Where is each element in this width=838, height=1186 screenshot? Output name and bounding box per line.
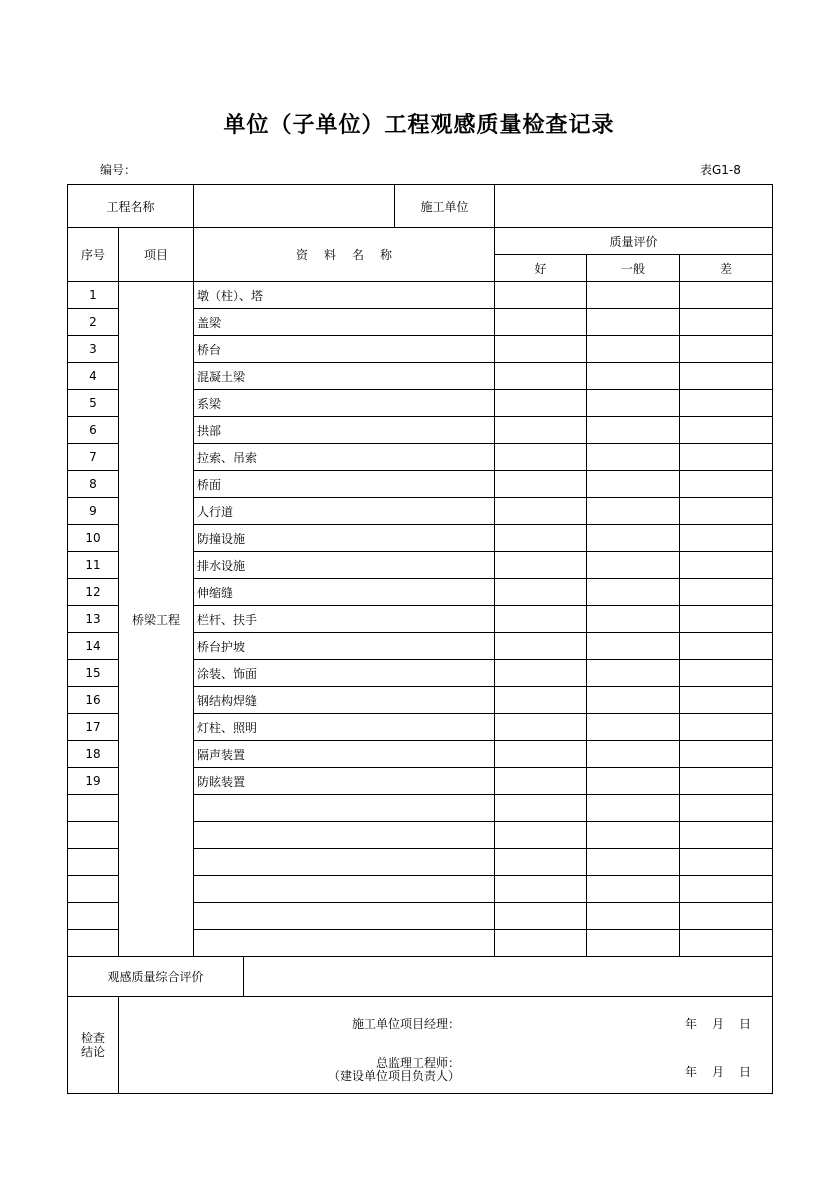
eval-poor-cell[interactable] xyxy=(680,363,773,390)
eval-normal-cell[interactable] xyxy=(587,579,680,606)
eval-normal-cell[interactable] xyxy=(587,687,680,714)
eval-poor-cell[interactable] xyxy=(680,552,773,579)
eval-good-cell[interactable] xyxy=(495,849,587,876)
row-number: 19 xyxy=(68,768,119,795)
table-row xyxy=(68,282,773,309)
pm-month: 月 xyxy=(712,1017,725,1031)
eval-poor-cell[interactable] xyxy=(680,525,773,552)
row-number: 6 xyxy=(68,417,119,444)
eval-poor-cell[interactable] xyxy=(680,606,773,633)
row-number: 9 xyxy=(68,498,119,525)
poor-header: 差 xyxy=(680,255,773,282)
material-name-cell: 人行道 xyxy=(194,498,495,525)
eval-good-cell[interactable] xyxy=(495,579,587,606)
eval-normal-cell[interactable] xyxy=(587,606,680,633)
row-number xyxy=(68,930,119,957)
material-name-cell: 防撞设施 xyxy=(194,525,495,552)
eval-poor-cell[interactable] xyxy=(680,336,773,363)
eval-normal-cell[interactable] xyxy=(587,903,680,930)
eval-good-cell[interactable] xyxy=(495,606,587,633)
material-name-cell: 桥面 xyxy=(194,471,495,498)
row-number: 16 xyxy=(68,687,119,714)
eval-poor-cell[interactable] xyxy=(680,741,773,768)
quality-eval-header: 质量评价 xyxy=(495,228,773,255)
eval-normal-cell[interactable] xyxy=(587,336,680,363)
row-number: 1 xyxy=(68,282,119,309)
eval-normal-cell[interactable] xyxy=(587,525,680,552)
eval-good-cell[interactable] xyxy=(495,768,587,795)
eval-poor-cell[interactable] xyxy=(680,471,773,498)
eval-normal-cell[interactable] xyxy=(587,417,680,444)
eval-normal-cell[interactable] xyxy=(587,363,680,390)
material-name-cell: 灯柱、照明 xyxy=(194,714,495,741)
pm-year: 年 xyxy=(685,1017,698,1031)
eval-poor-cell[interactable] xyxy=(680,309,773,336)
supervisor-date[interactable] xyxy=(685,1063,766,1080)
row-number: 8 xyxy=(68,471,119,498)
material-name-cell: 拉索、吊索 xyxy=(194,444,495,471)
row-number xyxy=(68,876,119,903)
eval-normal-cell[interactable] xyxy=(587,282,680,309)
eval-good-cell[interactable] xyxy=(495,714,587,741)
row-number: 17 xyxy=(68,714,119,741)
material-name-cell: 涂装、饰面 xyxy=(194,660,495,687)
eval-good-cell[interactable] xyxy=(495,498,587,525)
eval-good-cell[interactable] xyxy=(495,822,587,849)
code-label: 编号： xyxy=(100,163,137,177)
eval-good-cell[interactable] xyxy=(495,552,587,579)
eval-normal-cell[interactable] xyxy=(587,309,680,336)
supervisor-year: 年 xyxy=(685,1065,698,1079)
material-name-cell xyxy=(194,849,495,876)
eval-good-cell[interactable] xyxy=(495,444,587,471)
eval-good-cell[interactable] xyxy=(495,795,587,822)
project-manager-label: 施工单位项目经理： xyxy=(351,1017,460,1031)
supervisor-month: 月 xyxy=(712,1065,725,1079)
eval-good-cell[interactable] xyxy=(495,633,587,660)
eval-normal-cell[interactable] xyxy=(587,768,680,795)
eval-good-cell[interactable] xyxy=(495,282,587,309)
eval-normal-cell[interactable] xyxy=(587,822,680,849)
row-number: 5 xyxy=(68,390,119,417)
eval-poor-cell[interactable] xyxy=(680,390,773,417)
project-name-label: 工程名称 xyxy=(68,185,194,228)
seq-header: 序号 xyxy=(68,228,119,282)
row-number: 2 xyxy=(68,309,119,336)
eval-poor-cell[interactable] xyxy=(680,687,773,714)
eval-poor-cell[interactable] xyxy=(680,633,773,660)
eval-poor-cell[interactable] xyxy=(680,876,773,903)
row-number: 3 xyxy=(68,336,119,363)
eval-poor-cell[interactable] xyxy=(680,660,773,687)
eval-poor-cell[interactable] xyxy=(680,795,773,822)
eval-normal-cell[interactable] xyxy=(587,498,680,525)
row-number xyxy=(68,822,119,849)
row-number: 15 xyxy=(68,660,119,687)
material-name-cell xyxy=(194,876,495,903)
eval-normal-cell[interactable] xyxy=(587,552,680,579)
check-conclusion-line1: 检查 xyxy=(80,1031,105,1045)
material-name-header: 资料名称 xyxy=(194,228,495,282)
material-name-cell: 桥台 xyxy=(194,336,495,363)
eval-poor-cell[interactable] xyxy=(680,903,773,930)
overall-eval-label: 观感质量综合评价 xyxy=(68,957,244,997)
eval-normal-cell[interactable] xyxy=(587,930,680,957)
eval-good-cell[interactable] xyxy=(495,741,587,768)
material-name-cell: 栏杆、扶手 xyxy=(194,606,495,633)
eval-poor-cell[interactable] xyxy=(680,417,773,444)
eval-poor-cell[interactable] xyxy=(680,714,773,741)
eval-good-cell[interactable] xyxy=(495,417,587,444)
eval-normal-cell[interactable] xyxy=(587,390,680,417)
eval-poor-cell[interactable] xyxy=(680,849,773,876)
eval-good-cell[interactable] xyxy=(495,903,587,930)
material-name-cell xyxy=(194,930,495,957)
row-number: 14 xyxy=(68,633,119,660)
eval-poor-cell[interactable] xyxy=(680,282,773,309)
row-number xyxy=(68,903,119,930)
eval-normal-cell[interactable] xyxy=(587,714,680,741)
material-name-cell: 防眩装置 xyxy=(194,768,495,795)
owner-representative-label: （建设单位项目负责人） xyxy=(327,1069,460,1083)
project-name-field[interactable] xyxy=(194,185,395,228)
eval-poor-cell[interactable] xyxy=(680,498,773,525)
row-number: 4 xyxy=(68,363,119,390)
eval-normal-cell[interactable] xyxy=(587,849,680,876)
eval-good-cell[interactable] xyxy=(495,336,587,363)
group-item-cell: 桥梁工程 xyxy=(119,282,194,957)
material-name-cell: 钢结构焊缝 xyxy=(194,687,495,714)
pm-date[interactable] xyxy=(685,1015,766,1032)
row-number: 12 xyxy=(68,579,119,606)
form-number: 表G1-8 xyxy=(700,163,741,177)
item-header: 项目 xyxy=(119,228,194,282)
row-number: 18 xyxy=(68,741,119,768)
material-name-cell xyxy=(194,795,495,822)
material-name-cell: 桥台护坡 xyxy=(194,633,495,660)
chief-supervisor-block xyxy=(328,1057,460,1083)
signature-area xyxy=(119,997,773,1094)
row-number: 11 xyxy=(68,552,119,579)
eval-normal-cell[interactable] xyxy=(587,471,680,498)
eval-normal-cell[interactable] xyxy=(587,795,680,822)
material-name-cell: 混凝土梁 xyxy=(194,363,495,390)
material-name-cell: 盖梁 xyxy=(194,309,495,336)
eval-poor-cell[interactable] xyxy=(680,822,773,849)
eval-good-cell[interactable] xyxy=(495,309,587,336)
check-conclusion-line2: 结论 xyxy=(80,1045,105,1059)
eval-normal-cell[interactable] xyxy=(587,876,680,903)
eval-good-cell[interactable] xyxy=(495,930,587,957)
eval-normal-cell[interactable] xyxy=(587,633,680,660)
material-name-cell xyxy=(194,822,495,849)
eval-normal-cell[interactable] xyxy=(587,660,680,687)
eval-poor-cell[interactable] xyxy=(680,579,773,606)
check-conclusion-label xyxy=(68,997,119,1094)
overall-eval-field[interactable] xyxy=(244,957,773,997)
eval-good-cell[interactable] xyxy=(495,390,587,417)
row-number: 7 xyxy=(68,444,119,471)
row-number: 10 xyxy=(68,525,119,552)
eval-good-cell[interactable] xyxy=(495,363,587,390)
good-header: 好 xyxy=(495,255,587,282)
material-name-cell: 拱部 xyxy=(194,417,495,444)
inspection-table xyxy=(67,184,773,1094)
supervisor-day: 日 xyxy=(739,1065,752,1079)
material-name-cell: 隔声装置 xyxy=(194,741,495,768)
eval-normal-cell[interactable] xyxy=(587,444,680,471)
eval-good-cell[interactable] xyxy=(495,660,587,687)
page-title: 单位（子单位）工程观感质量检查记录 xyxy=(223,113,615,138)
eval-good-cell[interactable] xyxy=(495,687,587,714)
row-number: 13 xyxy=(68,606,119,633)
construction-unit-label: 施工单位 xyxy=(395,185,495,228)
construction-unit-field[interactable] xyxy=(495,185,773,228)
material-name-cell: 排水设施 xyxy=(194,552,495,579)
normal-header: 一般 xyxy=(587,255,680,282)
material-name-cell: 墩（柱）、塔 xyxy=(194,282,495,309)
chief-supervisor-label: 总监理工程师： xyxy=(375,1056,460,1070)
eval-poor-cell[interactable] xyxy=(680,930,773,957)
eval-good-cell[interactable] xyxy=(495,471,587,498)
eval-poor-cell[interactable] xyxy=(680,768,773,795)
eval-poor-cell[interactable] xyxy=(680,444,773,471)
row-number xyxy=(68,849,119,876)
material-name-cell xyxy=(194,903,495,930)
material-name-cell: 系梁 xyxy=(194,390,495,417)
eval-normal-cell[interactable] xyxy=(587,741,680,768)
pm-day: 日 xyxy=(739,1017,752,1031)
eval-good-cell[interactable] xyxy=(495,525,587,552)
eval-good-cell[interactable] xyxy=(495,876,587,903)
row-number xyxy=(68,795,119,822)
material-name-cell: 伸缩缝 xyxy=(194,579,495,606)
